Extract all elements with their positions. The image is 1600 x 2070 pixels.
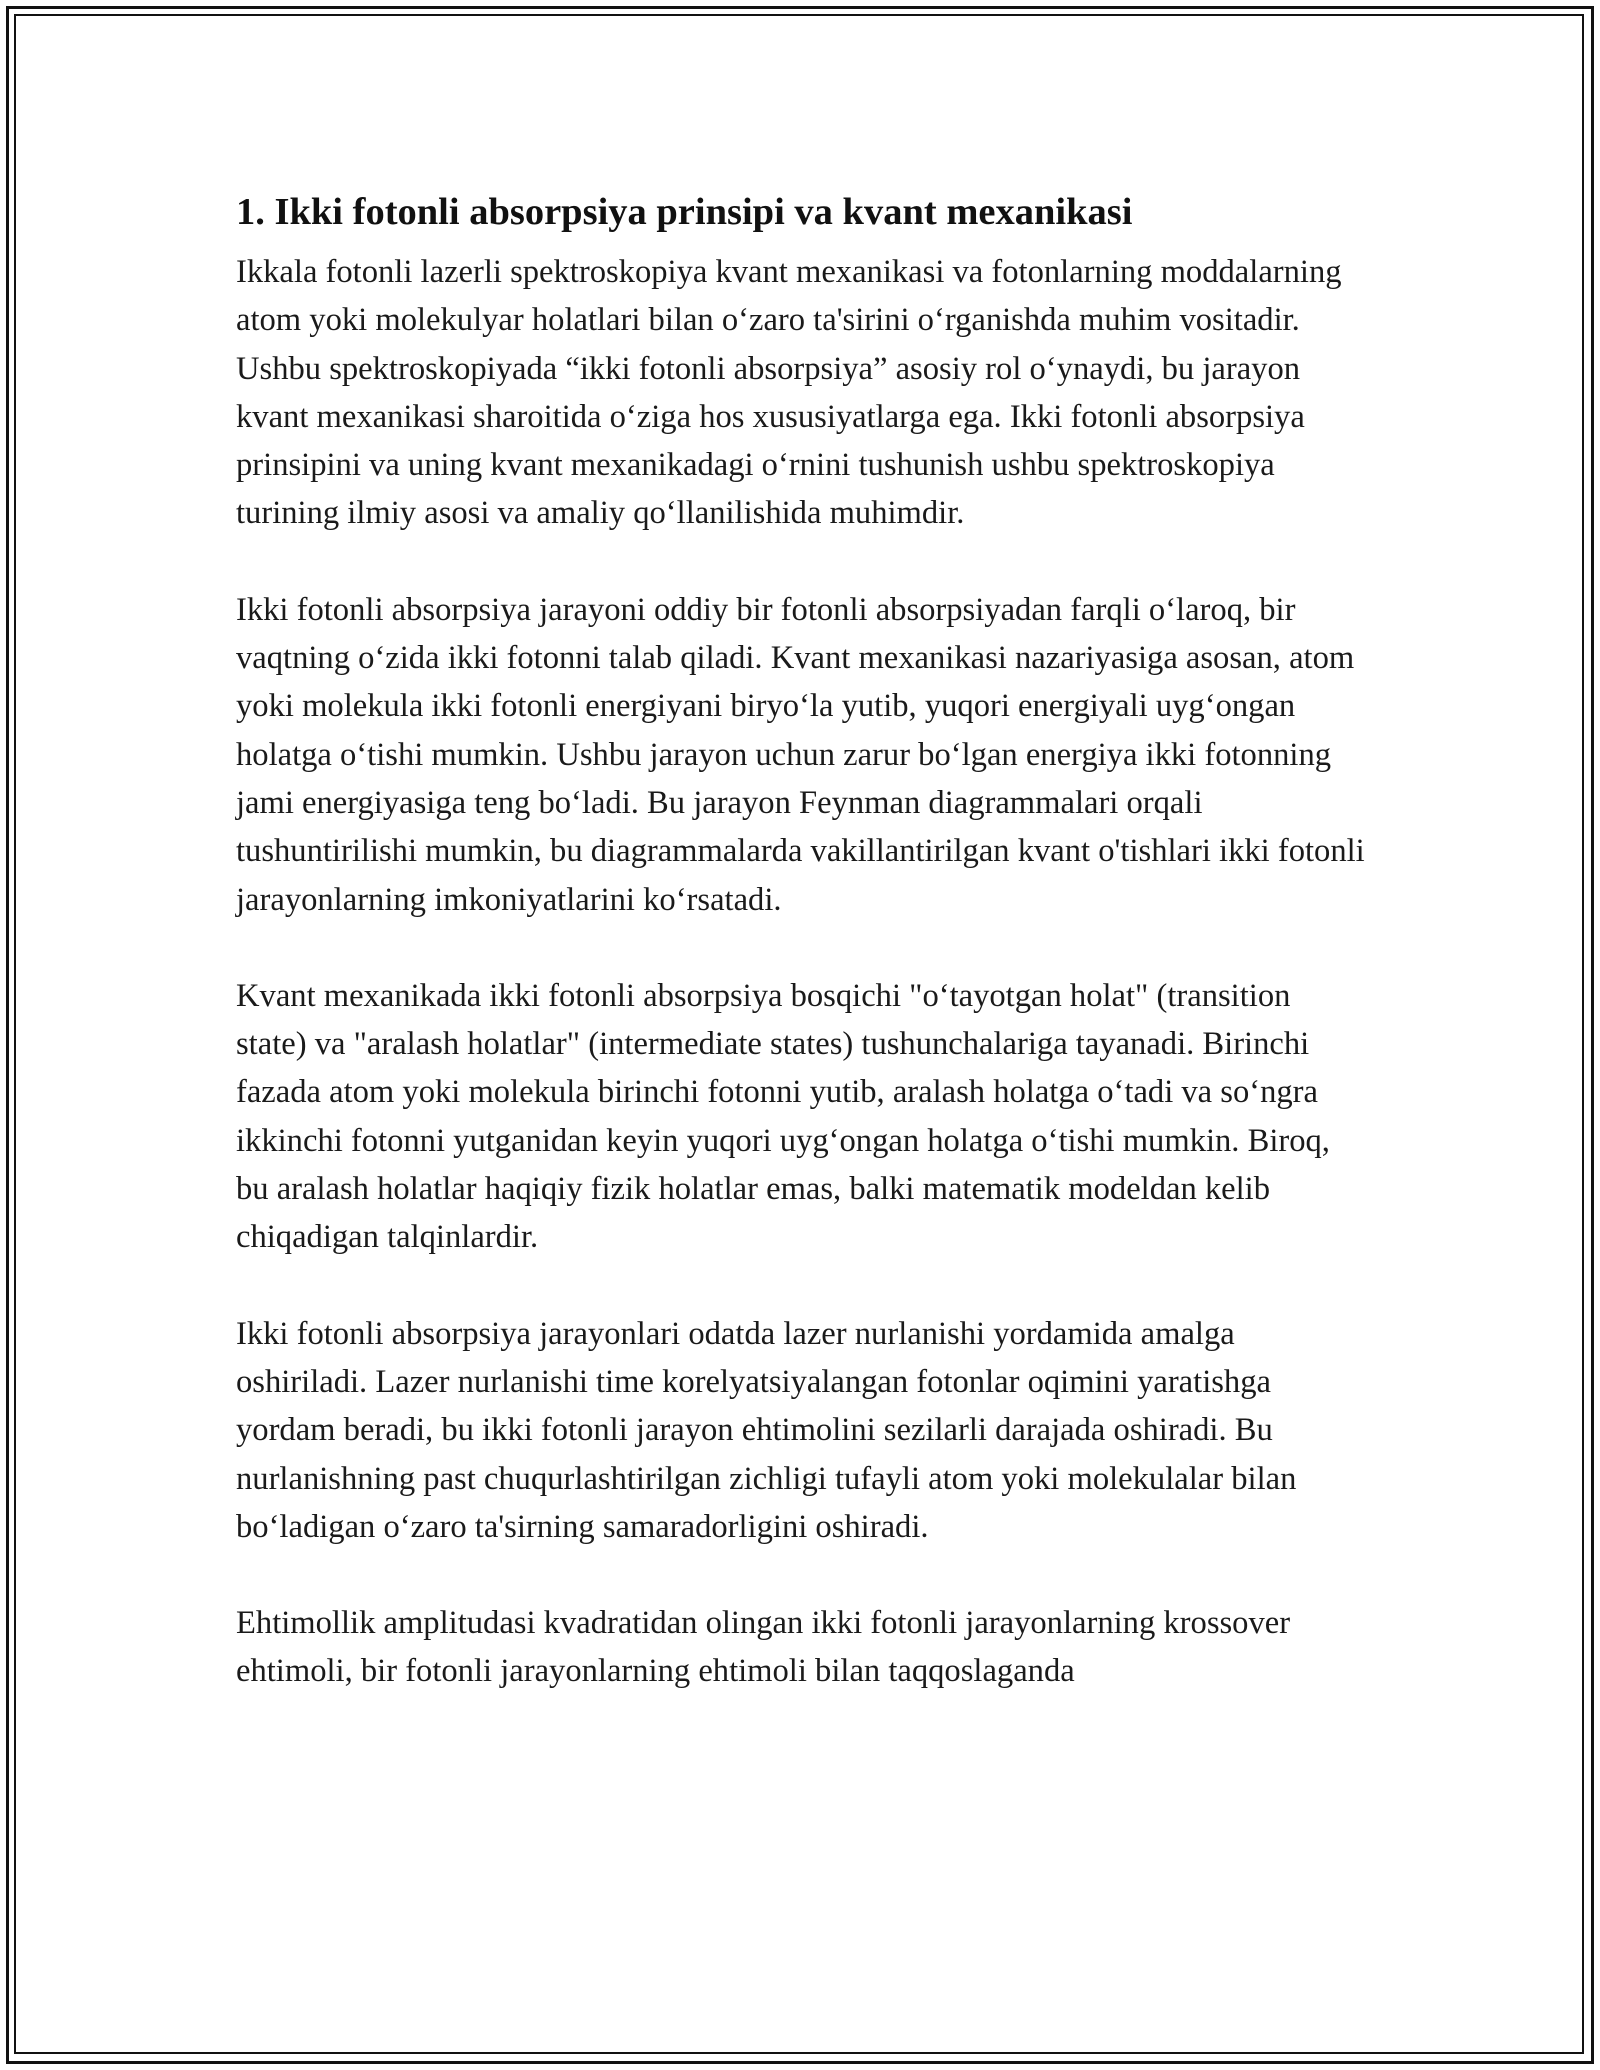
paragraph-4: Ikki fotonli absorpsiya jarayonlari odatda lazer nurlanishi yordamida amalga oshiriladi. Lazer nurlanishi time korelyatsiyalangan fotonlar oqimini yaratishga yordam beradi, bu ikki fotonli jarayon ehtimolini sezilarli darajada oshiradi. Bu nurlanishning past chuqurlashtirilgan zichligi tufayli atom yoki molekulalar bilan bo‘ladigan o‘zaro ta'sirning samaradorligini oshiradi. — [236, 1315, 1297, 1545]
paragraph-5: Ehtimollik amplitudasi kvadratidan olingan ikki fotonli jarayonlarning krossover ehtimoli, bir fotonli jarayonlarning ehtimoli bilan taqqoslaganda — [236, 1605, 1291, 1690]
paragraph-2: Ikki fotonli absorpsiya jarayoni oddiy bir fotonli absorpsiyadan farqli o‘laroq, bir vaqtning o‘zida ikki fotonni talab qiladi. Kvant mexanikasi nazariyasiga asosan, atom yoki molekula ikki fotonli energiyani biryo‘la yutib, yuqori energiyali uyg‘ongan holatga o‘tishi mumkin. Ushbu jarayon uchun zarur bo‘lgan energiya ikki fotonning jami energiyasiga teng bo‘ladi. Bu jarayon Feynman diagrammalari orqali tushuntirilishi mumkin, bu diagrammalarda vakillantirilgan kvant o'tishlari ikki fotonli jarayonlarning imkoniyatlarini ko‘rsatadi. — [236, 591, 1365, 918]
section-heading: 1. Ikki fotonli absorpsiya prinsipi va kvant mexanikasi — [236, 191, 1133, 233]
paragraph-3: Kvant mexanikada ikki fotonli absorpsiya bosqichi "o‘tayotgan holat" (transition state) va "aralash holatlar" (intermediate states) tushunchalariga tayanadi. Birinchi fazada atom yoki molekula birinchi fotonni yutib, aralash holatga o‘tadi va so‘ngra ikkinchi fotonni yutganidan keyin yuqori uyg‘ongan holatga o‘tishi mumkin. Biroq, bu aralash holatlar haqiqiy fizik holatlar emas, balki matematik modeldan kelib chiqadigan talqinlardir. — [236, 977, 1330, 1256]
document-body — [236, 186, 1366, 1744]
paragraph-1: Ikkala fotonli lazerli spektroskopiya kvant mexanikasi va fotonlarning moddalarning atom yoki molekulyar holatlari bilan o‘zaro ta'sirini o‘rganishda muhim vositadir. Ushbu spektroskopiyada “ikki fotonli absorpsiya” asosiy rol o‘ynaydi, bu jarayon kvant mexanikasi sharoitida o‘ziga hos xususiyatlarga ega. Ikki fotonli absorpsiya prinsipini va uning kvant mexanikadagi o‘rnini tushunish ushbu spektroskopiya turining ilmiy asosi va amaliy qo‘llanilishida muhimdir. — [236, 254, 1342, 532]
